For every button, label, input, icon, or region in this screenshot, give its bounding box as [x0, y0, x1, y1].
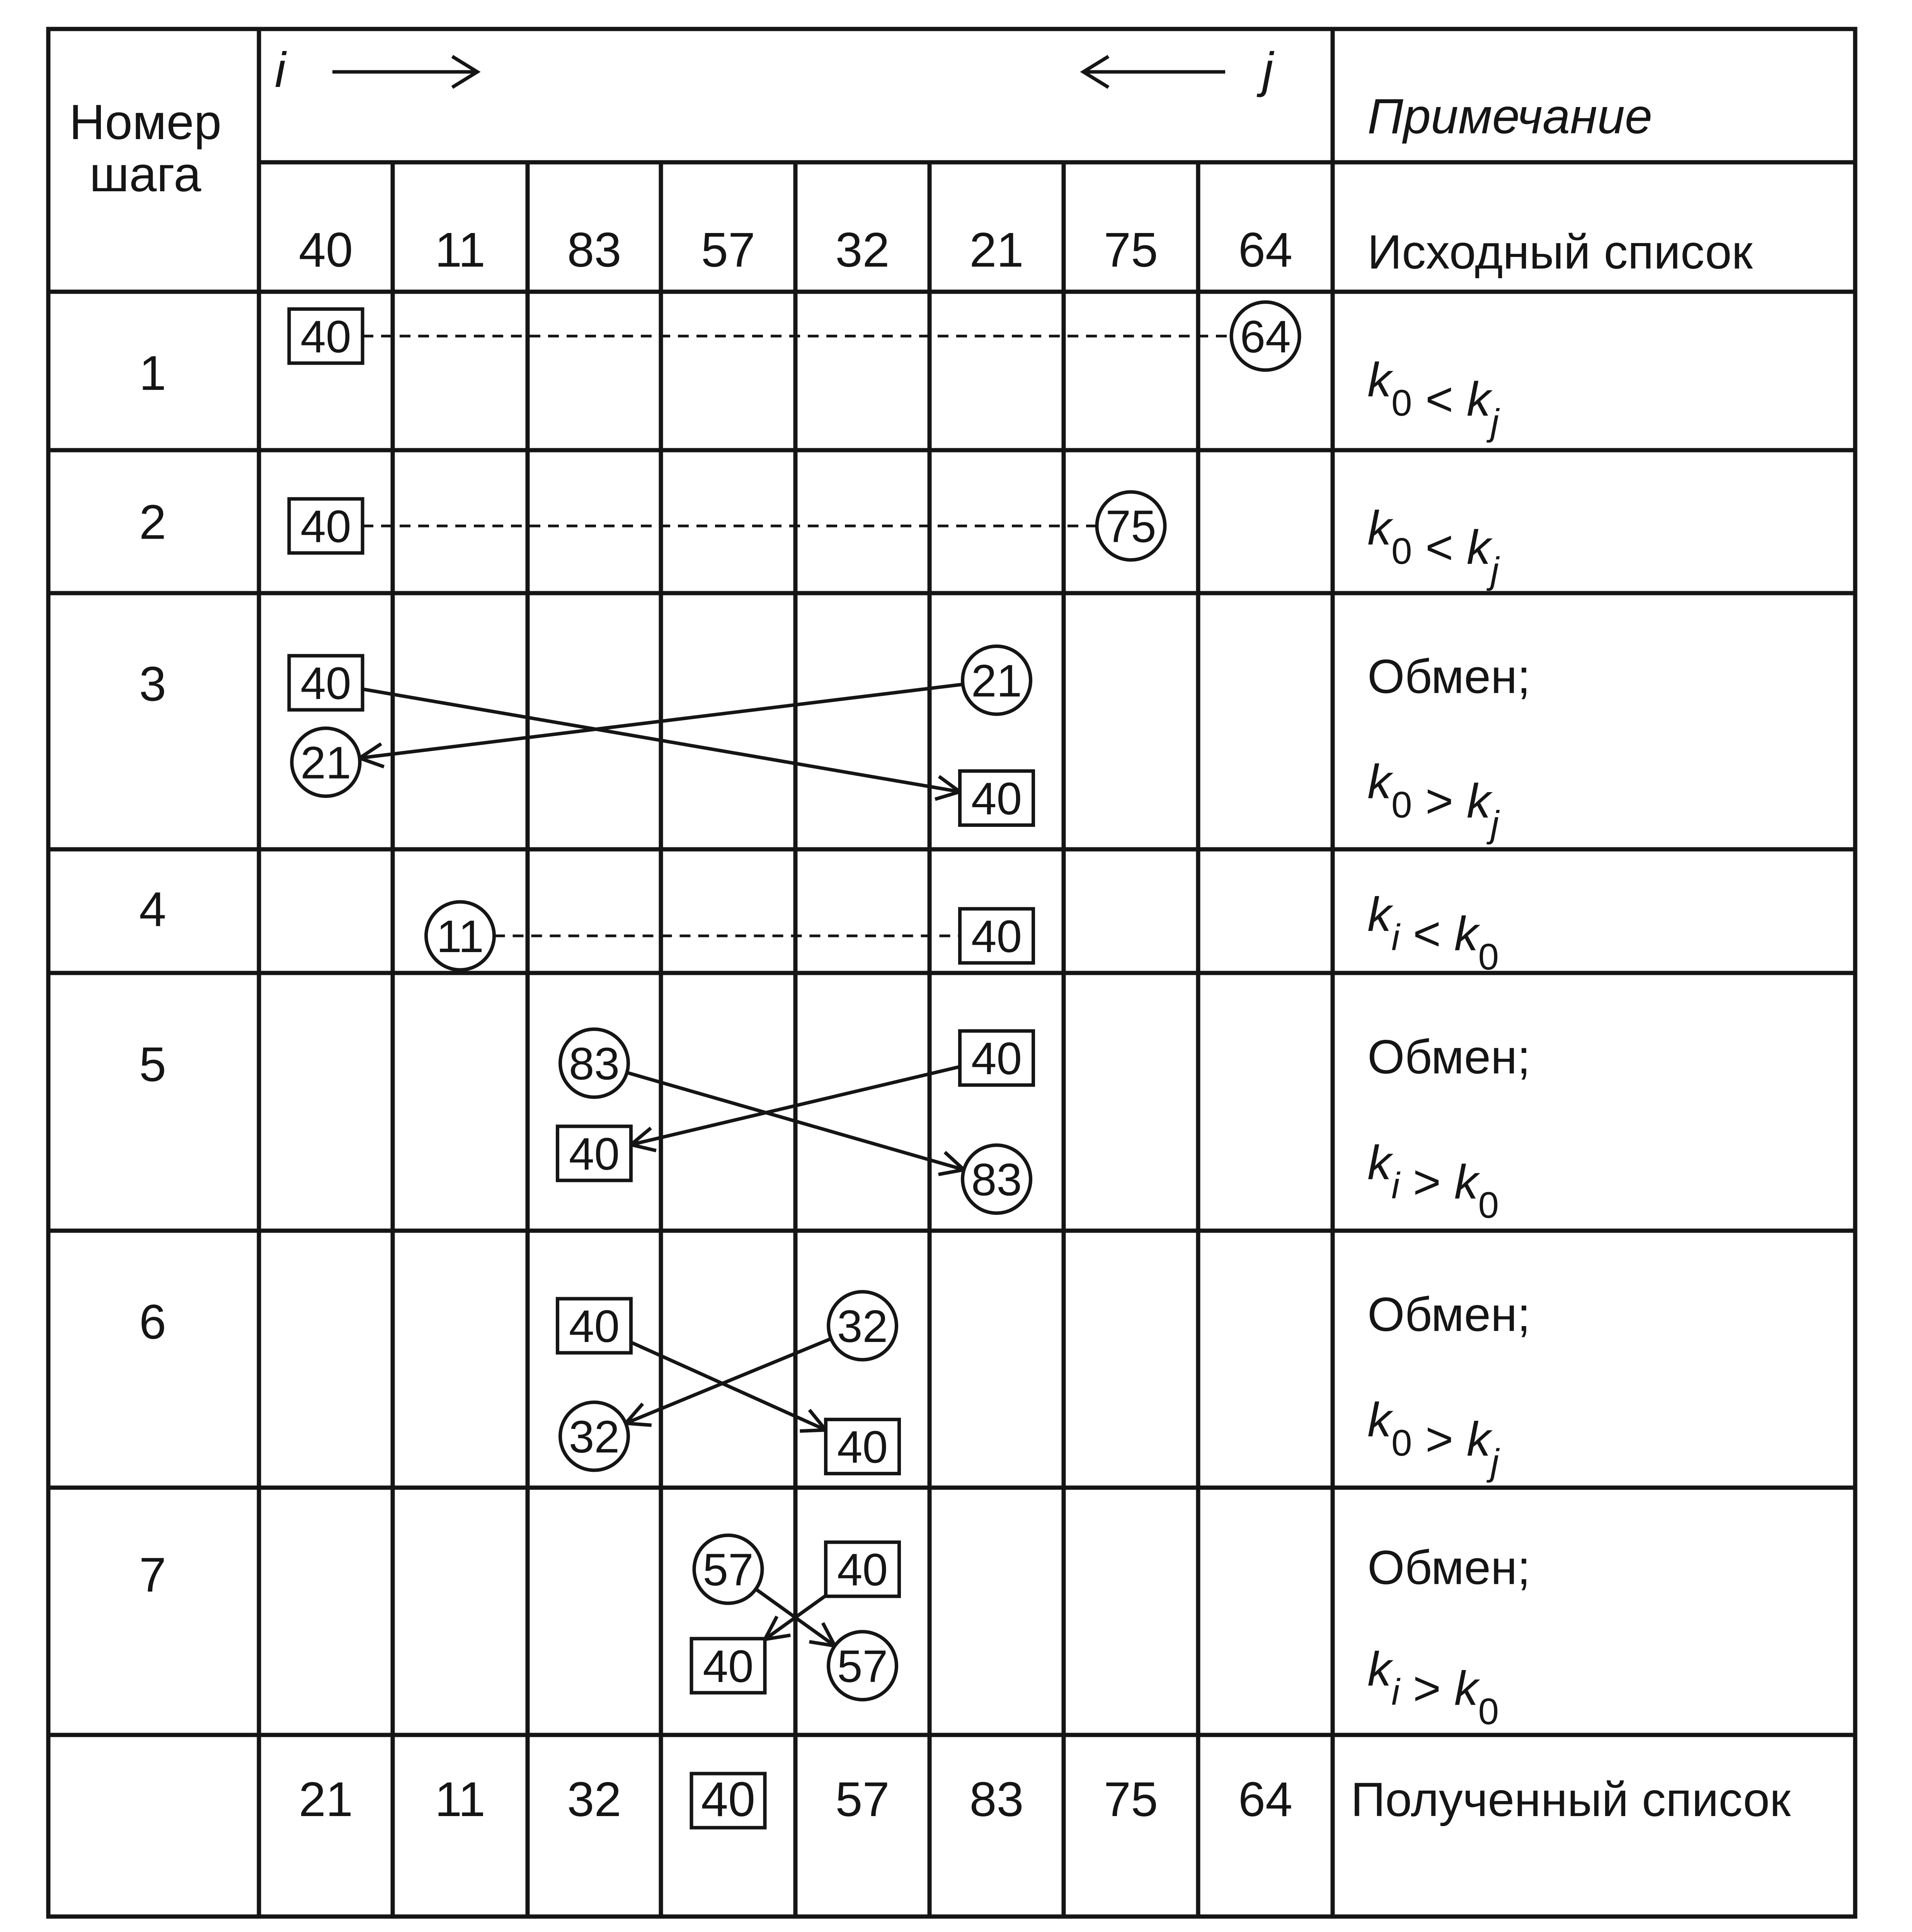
note-variable: k	[1466, 1413, 1491, 1466]
step-row-3	[139, 646, 1531, 845]
note-subscript: 0	[1391, 531, 1412, 572]
note-subscript: 0	[1391, 1422, 1412, 1464]
note-subscript: 0	[1478, 1184, 1499, 1226]
mark-value: 40	[971, 1033, 1022, 1085]
result-value: 75	[1103, 1772, 1158, 1827]
mark-value: 40	[971, 911, 1022, 962]
step-note: Обмен;	[1367, 1288, 1531, 1342]
note-variable: k	[1466, 521, 1491, 575]
note-variable: k	[1466, 774, 1491, 828]
note-variable: k	[1367, 755, 1391, 809]
note-variable: k	[1367, 502, 1391, 555]
step-row-6	[139, 1288, 1531, 1483]
result-list-note: Полученный список	[1351, 1773, 1791, 1827]
initial-list-note: Исходный список	[1367, 226, 1753, 279]
mark-value: 40	[300, 501, 351, 553]
mark-value: 57	[703, 1544, 754, 1596]
index-j-label: j	[1262, 43, 1274, 98]
result-value: 21	[298, 1772, 353, 1827]
mark-value: 83	[971, 1154, 1022, 1206]
initial-value: 57	[701, 223, 756, 277]
initial-value: 64	[1238, 223, 1293, 277]
note-operator: >	[1400, 1155, 1454, 1209]
index-i-label: i	[274, 43, 286, 98]
mark-value: 21	[971, 655, 1022, 707]
note-operator: >	[1412, 774, 1467, 828]
step-note	[1367, 1393, 1500, 1483]
note-operator: <	[1400, 907, 1454, 961]
step-row-1	[139, 302, 1500, 443]
mark-value: 11	[436, 911, 484, 962]
step-note	[1367, 1643, 1499, 1732]
step-number: 4	[139, 882, 167, 937]
initial-value: 83	[567, 223, 621, 277]
exchange-arrow	[626, 1339, 831, 1423]
initial-value: 11	[435, 223, 485, 277]
step-note	[1367, 755, 1500, 845]
note-subscript: j	[1490, 401, 1499, 443]
result-value: 40	[701, 1772, 756, 1827]
steps-area	[139, 302, 1531, 1732]
step-note: Обмен;	[1367, 650, 1531, 704]
initial-value: 40	[298, 223, 353, 277]
i-direction-arrow-icon	[332, 56, 477, 87]
note-variable: k	[1367, 353, 1391, 407]
note-variable: k	[1367, 888, 1391, 942]
note-operator: <	[1412, 372, 1467, 426]
mark-value: 40	[569, 1128, 620, 1180]
mark-value: 32	[837, 1301, 888, 1352]
mark-value: 21	[300, 737, 351, 789]
j-direction-arrow-icon	[1083, 56, 1225, 87]
note-subscript: j	[1490, 550, 1499, 592]
note-operator: >	[1412, 1413, 1467, 1466]
mark-value: 75	[1105, 501, 1156, 553]
mark-value: 40	[703, 1641, 754, 1692]
step-number: 7	[139, 1547, 167, 1602]
step-number: 5	[139, 1037, 167, 1092]
step-note: Обмен;	[1367, 1031, 1531, 1084]
note-subscript: 0	[1478, 1691, 1499, 1732]
note-operator: <	[1412, 521, 1467, 575]
initial-value: 32	[835, 223, 890, 277]
note-variable: k	[1367, 1643, 1391, 1696]
step-row-5	[139, 1029, 1531, 1226]
result-value: 83	[969, 1772, 1024, 1827]
initial-value: 75	[1103, 223, 1158, 277]
note-variable: k	[1454, 1662, 1478, 1715]
step-note	[1367, 354, 1500, 443]
note-subscript: j	[1490, 1442, 1499, 1483]
note-subscript: 0	[1391, 784, 1412, 826]
note-operator: >	[1400, 1662, 1454, 1715]
step-number: 1	[139, 346, 167, 401]
mark-value: 40	[837, 1544, 888, 1596]
mark-value: 64	[1240, 311, 1291, 362]
note-subscript: j	[1490, 803, 1499, 845]
step-number-header-line2: шага	[89, 147, 201, 202]
step-note	[1367, 502, 1500, 591]
note-column-header: Примечание	[1367, 89, 1653, 144]
mark-value: 40	[300, 311, 351, 362]
mark-value: 40	[837, 1422, 888, 1473]
step-note	[1367, 888, 1499, 978]
note-variable: k	[1367, 1136, 1391, 1190]
result-value: 11	[435, 1772, 485, 1827]
mark-value: 83	[569, 1038, 620, 1090]
mark-value: 40	[971, 773, 1022, 825]
note-variable: k	[1454, 907, 1478, 961]
result-value: 32	[567, 1772, 621, 1827]
step-note	[1367, 1136, 1499, 1226]
step-row-2	[139, 492, 1500, 591]
result-value: 57	[835, 1772, 890, 1827]
mark-value: 40	[300, 658, 351, 709]
note-variable: k	[1466, 372, 1491, 426]
step-row-4	[139, 882, 1499, 978]
mark-value: 32	[569, 1412, 620, 1463]
step-number: 2	[139, 495, 167, 549]
step-row-7	[139, 1535, 1531, 1732]
note-subscript: i	[1391, 917, 1400, 959]
initial-value: 21	[969, 223, 1024, 277]
note-subscript: i	[1391, 1165, 1400, 1207]
note-subscript: 0	[1478, 936, 1499, 978]
note-subscript: 0	[1391, 382, 1412, 424]
step-note: Обмен;	[1367, 1541, 1531, 1595]
mark-value: 57	[837, 1641, 888, 1692]
note-variable: k	[1367, 1393, 1391, 1447]
step-number: 6	[139, 1294, 167, 1349]
note-variable: k	[1454, 1155, 1478, 1209]
step-number-header-line1: Номер	[69, 95, 221, 150]
result-value: 64	[1238, 1772, 1293, 1827]
mark-value: 40	[569, 1301, 620, 1352]
note-subscript: i	[1391, 1672, 1400, 1713]
step-number: 3	[139, 656, 167, 711]
